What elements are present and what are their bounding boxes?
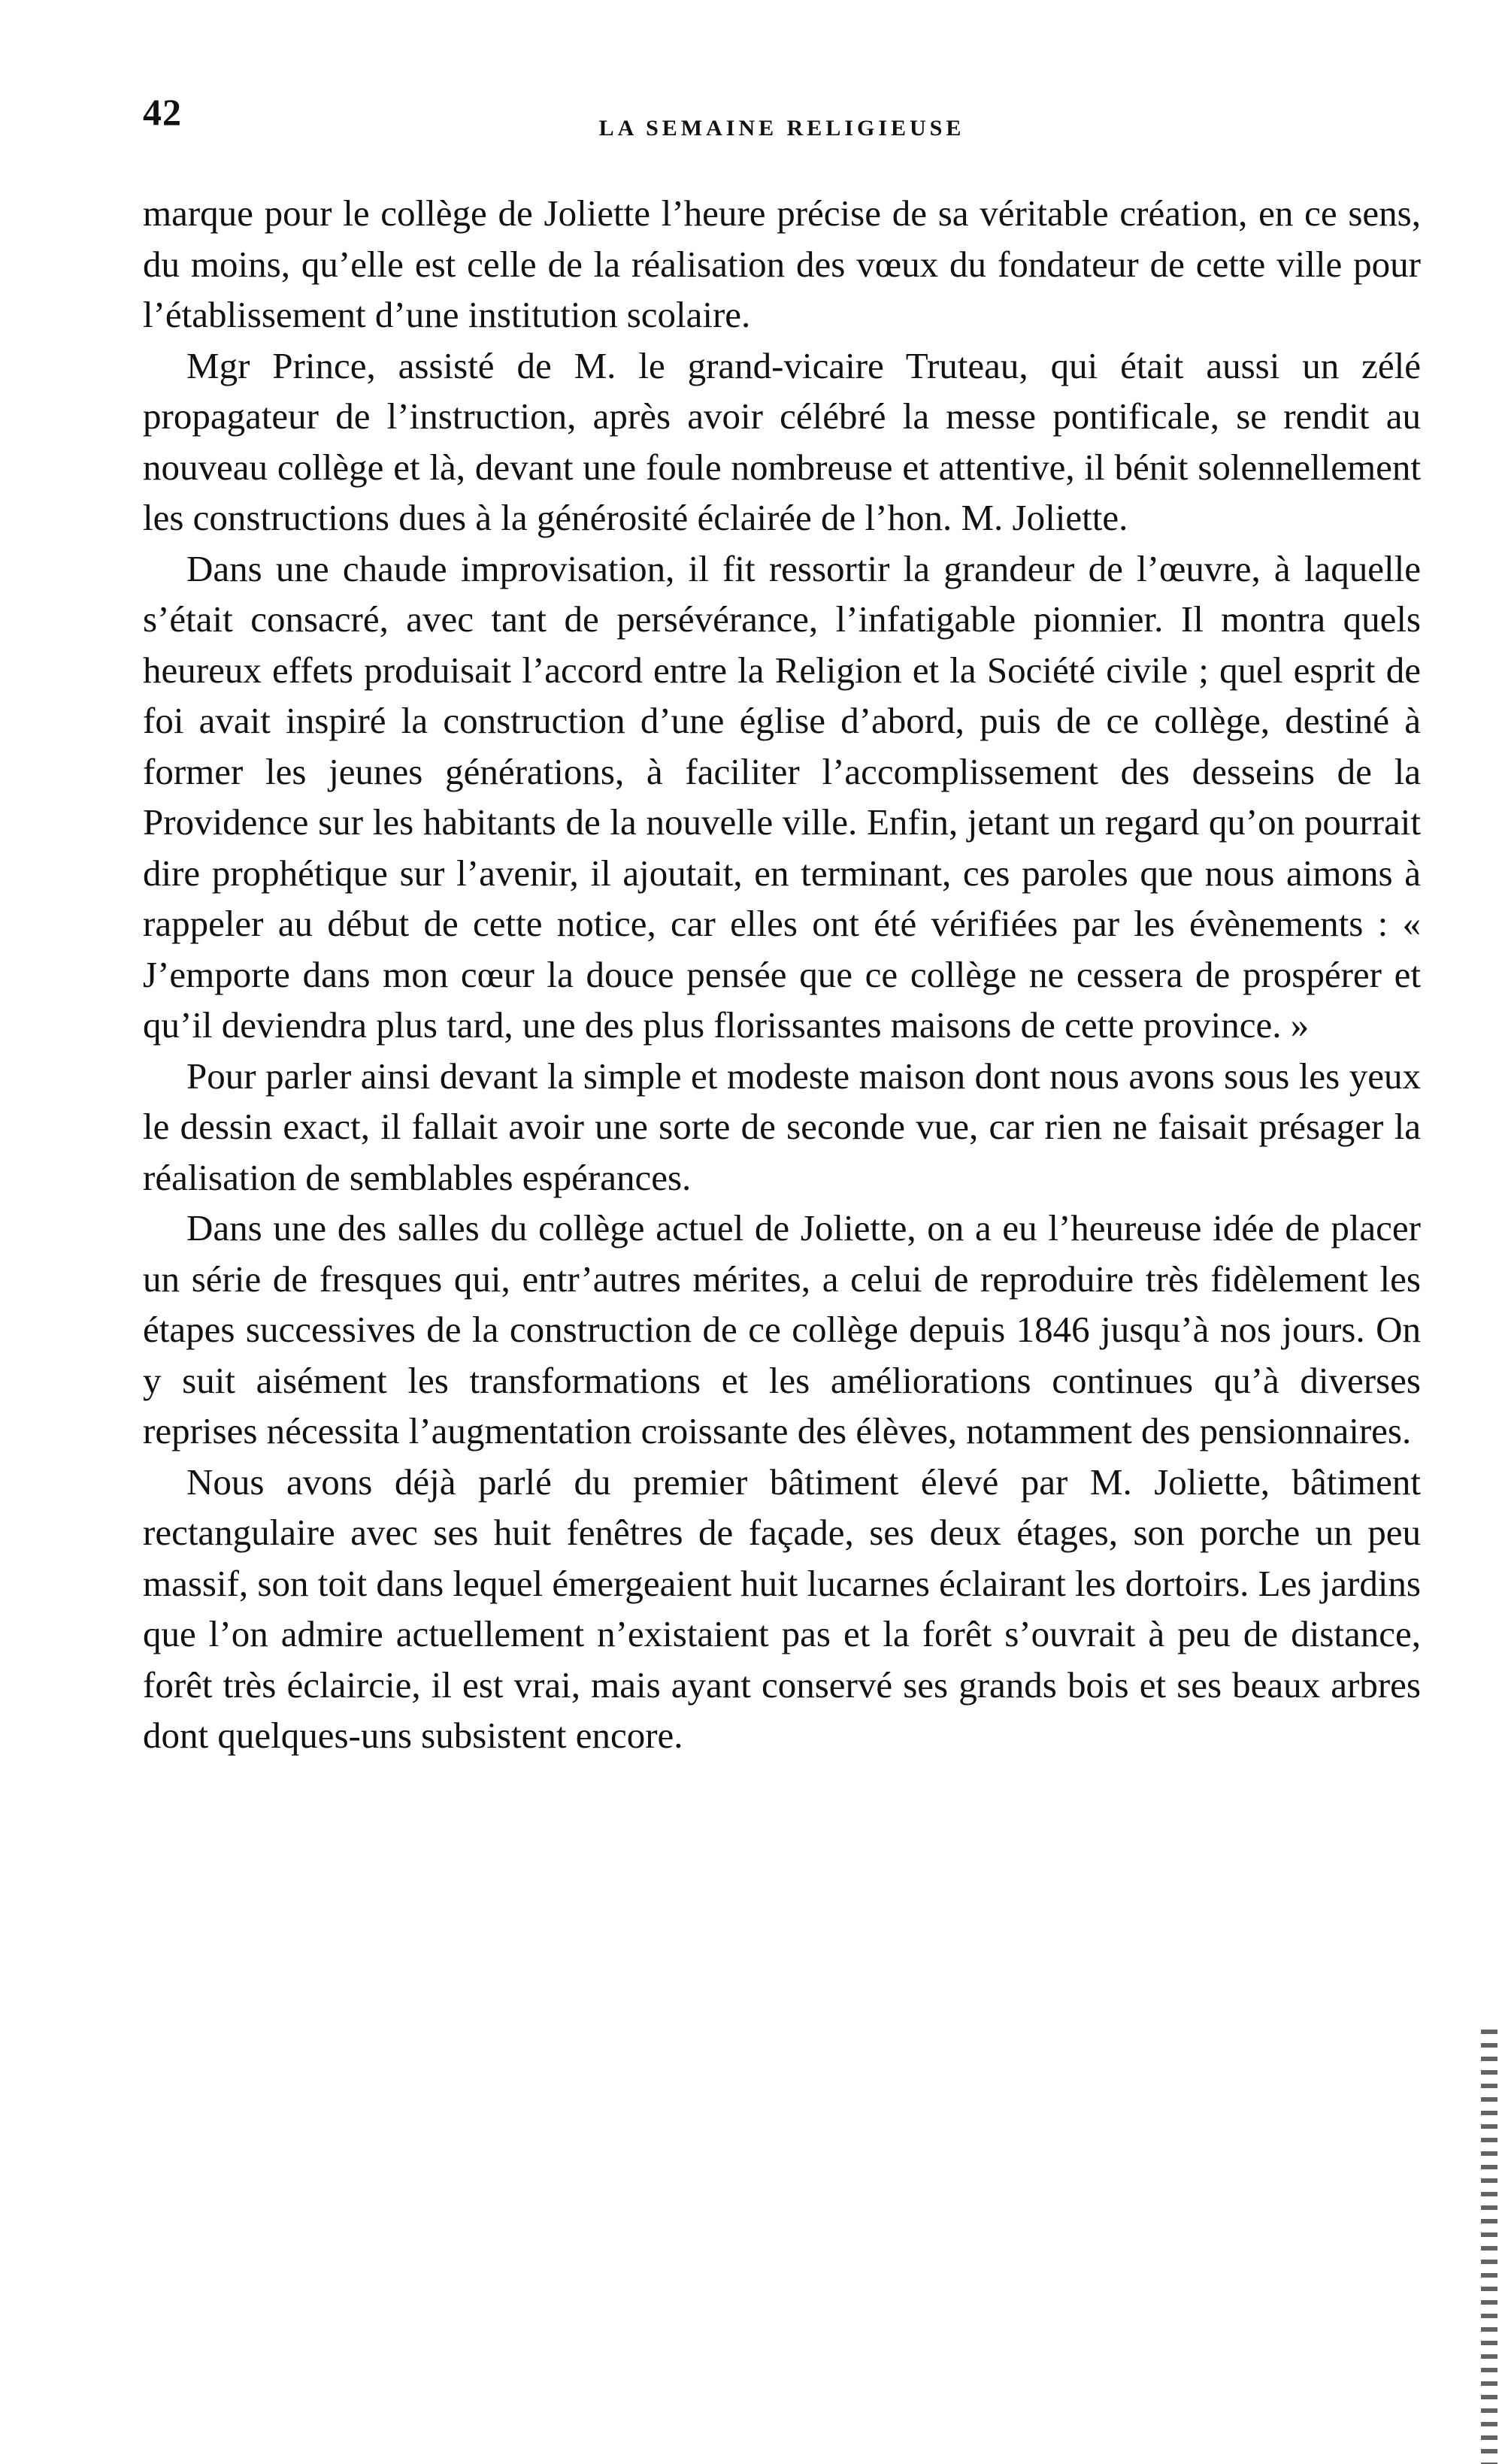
body-text xyxy=(143,188,1421,1761)
document-page xyxy=(143,90,1421,1761)
paragraph-2: Mgr Prince, assisté de M. le grand-vicaire Truteau, qui était aussi un zélé propagateur de l’instruction, après avoir célébré la messe pontificale, se rendit au nouveau collège et là, devant une foule nombreuse et attentive, il bénit solennellement les constructions dues à la générosité éclairée de l’hon. M. Joliette. xyxy=(143,344,1421,538)
paragraph-5: Dans une des salles du collège actuel de Joliette, on a eu l’heureuse idée de placer un série de fresques qui, entr’autres mérites, a celui de reproduire très fidèlement les étapes successives de la construction de ce collège depuis 1846 jusqu’à nos jours. On y suit aisément les transformations et les améliorations continues qu’à diverses reprises nécessita l’augmentation croissante des élèves, notamment des pensionnaires. xyxy=(143,1207,1421,1451)
paragraph-3: Dans une chaude improvisation, il fit ressortir la grandeur de l’œuvre, à laquelle s’était consacré, avec tant de persévérance, l’infatigable pionnier. Il montra quels heureux effets produisait l’accord entre la Religion et la Société civile ; quel esprit de foi avait inspiré la construction d’une église d’abord, puis de ce collège, destiné à former les jeunes générations, à faciliter l’accomplissement des desseins de la Providence sur les habitants de la nouvelle ville. Enfin, jetant un regard qu’on pourrait dire prophétique sur l’avenir, il ajoutait, en terminant, ces paroles que nous aimons à rappeler au début de cette notice, car elles ont été vérifiées par les évènements : « J’emporte dans mon cœur la douce pensée que ce collège ne cessera de prospérer et qu’il deviendra plus tard, une des plus florissantes maisons de cette province. » xyxy=(143,547,1421,1046)
paragraph-4: Pour parler ainsi devant la simple et modeste maison dont nous avons sous les yeux le dessin exact, il fallait avoir une sorte de seconde vue, car rien ne faisait présager la réalisation de semblables espérances. xyxy=(143,1055,1421,1198)
paragraph-1: marque pour le collège de Joliette l’heure précise de sa véritable création, en ce sens, du moins, qu’elle est celle de la réalisation des vœux du fondateur de cette ville pour l’établissement d’une institution scolaire. xyxy=(143,192,1421,335)
scan-edge-artifact xyxy=(1481,2030,1497,2464)
page-number: 42 xyxy=(143,91,182,133)
running-title: LA SEMAINE RELIGIEUSE xyxy=(598,116,965,141)
running-head xyxy=(143,90,1421,150)
paragraph-6: Nous avons déjà parlé du premier bâtiment élevé par M. Joliette, bâtiment rectangulaire avec ses huit fenêtres de façade, ses deux étages, son porche un peu massif, son toit dans lequel émergeaient huit lucarnes éclairant les dortoirs. Les jardins que l’on admire actuellement n’existaient pas et la forêt s’ouvrait à peu de distance, forêt très éclaircie, il est vrai, mais ayant conservé ses grands bois et ses beaux arbres dont quelques-uns subsistent encore. xyxy=(143,1461,1421,1756)
